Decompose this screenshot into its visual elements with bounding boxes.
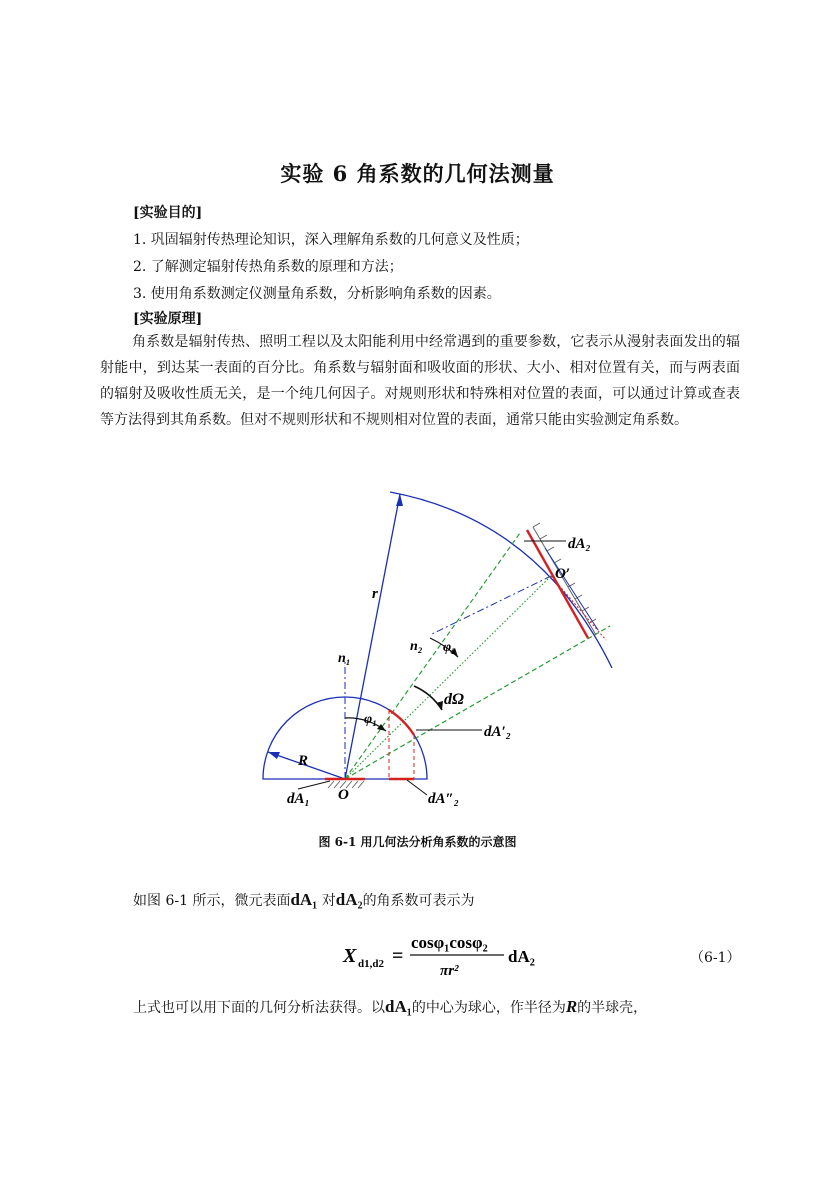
intro-line xyxy=(133,890,475,910)
principle-paragraph: 角系数是辐射传热、照明工程以及太阳能利用中经常遇到的重要参数，它表示从漫射表面发出的辐射能中，到达某一表面的百分比。角系数与辐射面和吸收面的形状、大小、相对位置有关，而与两表面的辐射及吸收性质无关，是一个纯几何因子。对规则形状和特殊相对位置的表面，可以通过计算或查表等方法得到其角系数。但对不规则形状和不规则相对位置的表面，通常只能由实验测定角系数。 xyxy=(100,334,740,428)
eq-rhs: dA₂ xyxy=(508,947,535,966)
intro-prefix: 如图 6-1 所示，微元表面 xyxy=(133,893,291,909)
view-factor-diagram xyxy=(250,482,630,812)
figure-caption: 图 6-1 用几何法分析角系数的示意图 xyxy=(318,835,517,849)
cone-line-1 xyxy=(345,533,520,779)
outer-arc xyxy=(390,492,612,668)
radius-r-line xyxy=(345,494,400,779)
intro-suffix: 的角系数可表示为 xyxy=(362,893,475,909)
label-n1: n₁ xyxy=(338,651,351,666)
last-prefix: 上式也可以用下面的几何分析法获得。以 xyxy=(133,1000,385,1016)
last-line xyxy=(133,997,647,1017)
last-dA1: dA₁ xyxy=(385,997,412,1016)
label-dA2: dA₂ xyxy=(568,536,591,552)
label-r: r xyxy=(372,586,378,602)
label-dA1: dA₁ xyxy=(287,791,310,807)
equation-6-1 xyxy=(340,930,620,980)
eq-lhs-sub: d1,d2 xyxy=(358,958,384,970)
page-title: 实验 6 角系数的几何法测量 xyxy=(280,161,555,186)
eq-denominator: πr² xyxy=(440,963,459,979)
last-mid: 的中心为球心，作半径为 xyxy=(411,1000,566,1016)
eq-numerator: cosφ₁cosφ₂ xyxy=(411,933,488,952)
intro-mid: 对 xyxy=(317,893,336,909)
eq-lhs: X xyxy=(343,945,357,967)
label-dA2-double-prime: dA″₂ xyxy=(428,791,460,807)
normal-n2 xyxy=(430,576,551,635)
purpose-item-1: 1. 巩固辐射传热理论知识，深入理解角系数的几何意义及性质； xyxy=(133,232,529,248)
label-n2: n₂ xyxy=(410,639,423,654)
label-dOmega: dΩ xyxy=(444,691,464,708)
last-R: R xyxy=(565,997,578,1016)
equation-number: （6-1） xyxy=(690,950,741,966)
label-O-prime: O′ xyxy=(555,566,571,582)
svg-text:=: = xyxy=(392,945,404,967)
label-dA2-prime: dA′₂ xyxy=(484,724,511,740)
label-O: O xyxy=(338,787,349,803)
intro-dA2: dA₂ xyxy=(335,890,363,909)
intro-dA1: dA₁ xyxy=(290,890,318,909)
last-suffix: 的半球壳， xyxy=(577,1000,648,1016)
purpose-item-2: 2. 了解测定辐射传热角系数的原理和方法； xyxy=(133,259,403,275)
label-phi1: φ₁ xyxy=(364,712,378,727)
purpose-heading: [实验目的] xyxy=(133,205,203,221)
purpose-item-3: 3. 使用角系数测定仪测量角系数，分析影响角系数的因素。 xyxy=(133,286,501,302)
label-R: R xyxy=(298,753,309,769)
label-phi2: φ₂ xyxy=(443,640,457,655)
principle-heading: [实验原理] xyxy=(133,311,203,327)
